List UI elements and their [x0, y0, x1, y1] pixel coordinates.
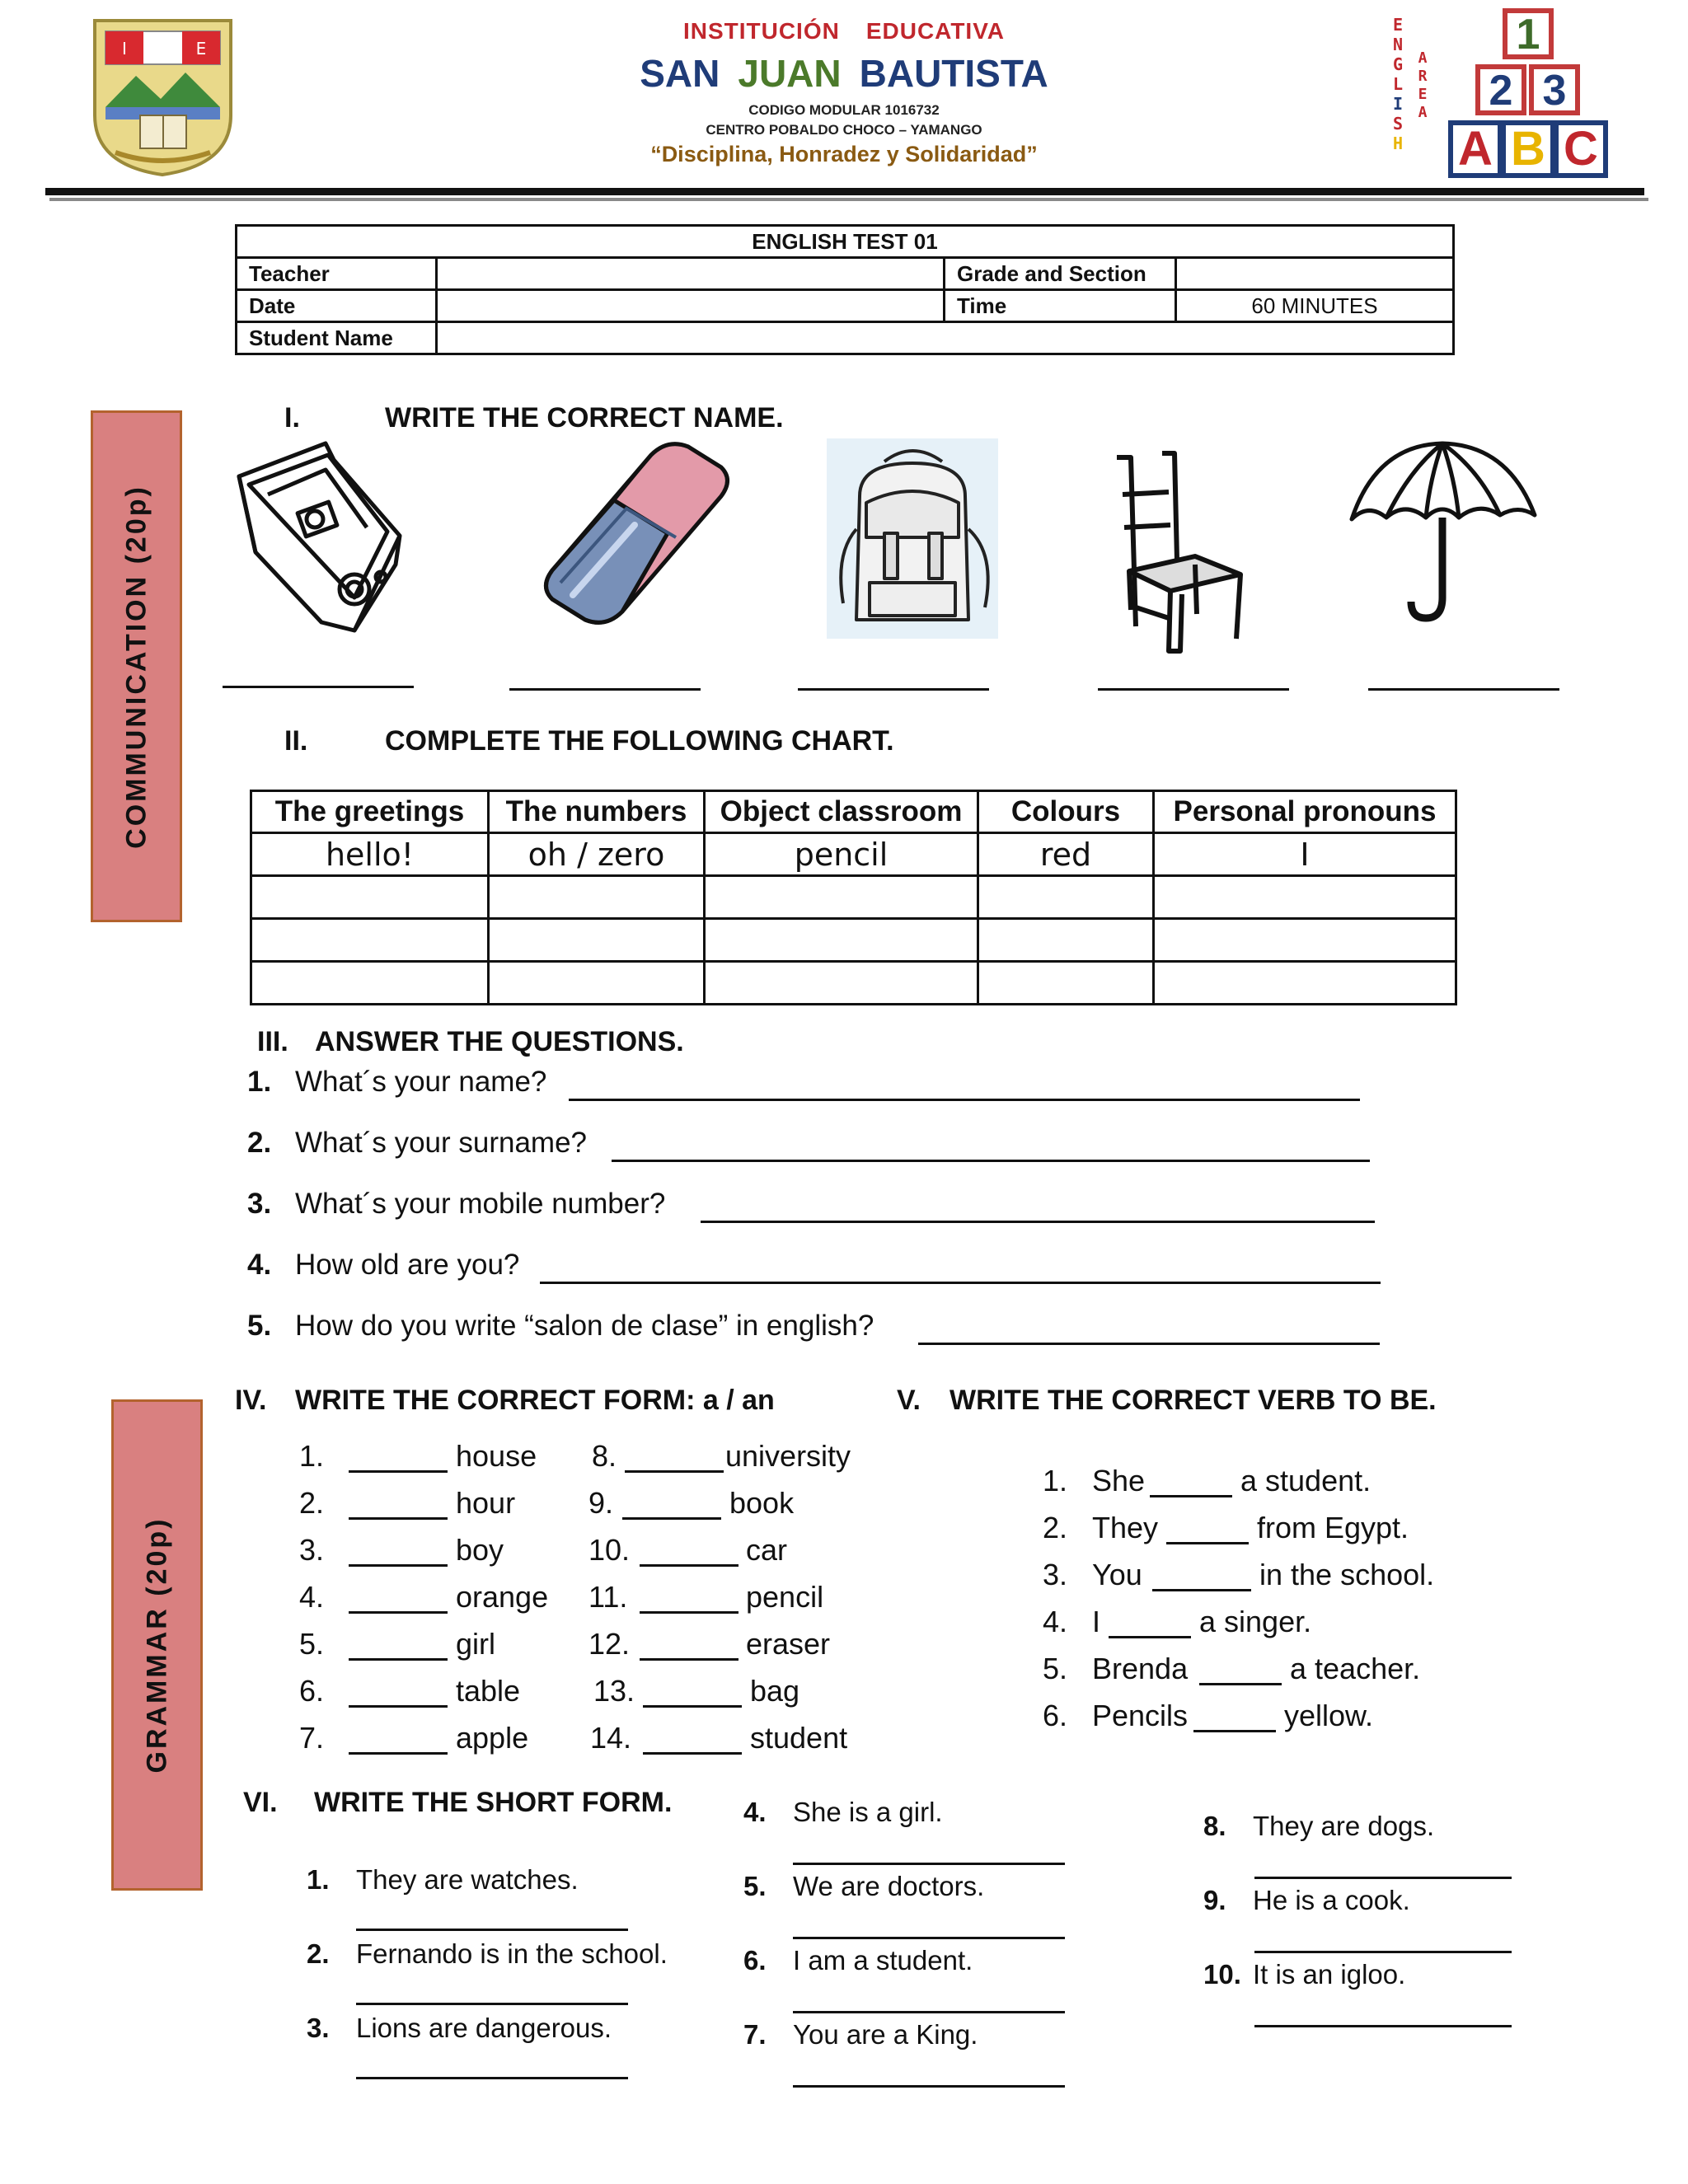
section-6-title — [243, 1787, 672, 1819]
english-letter: E — [1392, 15, 1404, 35]
item-number: 1. — [1043, 1464, 1068, 1497]
section-1-number: I. — [284, 402, 300, 434]
answer-line[interactable] — [1254, 1951, 1512, 1953]
chart-cell[interactable] — [489, 876, 705, 919]
english-letter: S — [1392, 114, 1404, 134]
article-word: table — [456, 1674, 521, 1708]
answer-line[interactable] — [793, 2011, 1065, 2013]
verb-subject: She — [1092, 1464, 1146, 1497]
item-number: 6. — [1043, 1699, 1068, 1732]
institution-label: INSTITUCIÓN EDUCATIVA — [682, 18, 1006, 44]
answer-line[interactable] — [1150, 1495, 1232, 1497]
question-number: 2. — [247, 1127, 272, 1159]
short-form-item — [1203, 1959, 1405, 1990]
answer-line[interactable] — [1098, 688, 1289, 691]
answer-line[interactable] — [1254, 1877, 1512, 1879]
item-text: They are watches. — [356, 1864, 579, 1895]
item-number: 10. — [588, 1533, 631, 1567]
article-word: car — [746, 1533, 788, 1567]
answer-line[interactable] — [349, 1564, 448, 1567]
article-word: university — [725, 1439, 851, 1473]
umbrella-icon — [1343, 437, 1541, 626]
vocabulary-chart — [250, 790, 1457, 1005]
item-number: 13. — [593, 1674, 635, 1708]
eraser-icon — [536, 438, 734, 632]
answer-line[interactable] — [356, 1929, 628, 1931]
answer-line[interactable] — [1368, 688, 1559, 691]
section-5-heading: WRITE THE CORRECT VERB TO BE. — [950, 1385, 1437, 1416]
school-place: CENTRO POBALDO CHOCO – YAMANGO — [706, 122, 982, 138]
abc-blocks-logo — [1447, 7, 1611, 184]
item-text: Fernando is in the school. — [356, 1938, 668, 1969]
verb-subject: I — [1092, 1605, 1101, 1638]
chart-cell[interactable] — [1154, 962, 1456, 1005]
chart-cell[interactable] — [251, 876, 489, 919]
item-number: 4. — [1043, 1605, 1068, 1638]
chart-cell[interactable] — [251, 962, 489, 1005]
answer-line[interactable] — [625, 1470, 724, 1473]
answer-line[interactable] — [640, 1611, 738, 1614]
item-number: 9. — [588, 1486, 614, 1520]
grammar-side-label: GRAMMAR (20p) — [111, 1399, 203, 1891]
answer-line[interactable] — [349, 1517, 448, 1520]
item-number: 1. — [299, 1439, 325, 1473]
verb-rest: a teacher. — [1290, 1652, 1421, 1685]
answer-line[interactable] — [1109, 1636, 1191, 1638]
item-text: I am a student. — [793, 1945, 973, 1975]
chart-header: Object classroom — [705, 791, 978, 833]
article-word: pencil — [746, 1580, 824, 1614]
answer-line[interactable] — [612, 1160, 1370, 1162]
verb-item — [1043, 1464, 1067, 1498]
verb-rest: in the school. — [1259, 1558, 1435, 1591]
chart-example-cell: I — [1154, 833, 1456, 876]
question-item — [247, 1066, 546, 1099]
question-item — [247, 1188, 665, 1221]
article-item — [592, 1439, 617, 1474]
item-number: 7. — [743, 2019, 767, 2050]
section-5-title — [897, 1385, 1437, 1417]
sharpener-icon — [231, 437, 408, 635]
teacher-label: Teacher — [237, 258, 437, 290]
chart-example-cell: hello! — [251, 833, 489, 876]
time-value: 60 MINUTES — [1176, 290, 1454, 322]
verb-subject: They — [1092, 1511, 1159, 1544]
question-item — [247, 1127, 587, 1160]
answer-line[interactable] — [223, 686, 414, 688]
chart-cell[interactable] — [489, 919, 705, 962]
question-number: 5. — [247, 1310, 272, 1342]
svg-text:E: E — [195, 39, 207, 59]
modular-code: CODIGO MODULAR 1016732 — [748, 102, 940, 118]
chart-cell[interactable] — [978, 876, 1154, 919]
header-divider — [45, 188, 1644, 195]
answer-line[interactable] — [640, 1658, 738, 1661]
chart-cell[interactable] — [705, 962, 978, 1005]
answer-line[interactable] — [1152, 1589, 1251, 1591]
answer-line[interactable] — [356, 2077, 628, 2079]
chart-cell[interactable] — [705, 919, 978, 962]
item-text: Lions are dangerous. — [356, 2013, 612, 2043]
answer-line[interactable] — [356, 2003, 628, 2005]
backpack-icon — [827, 438, 998, 639]
question-text: What´s your name? — [295, 1066, 547, 1098]
chart-cell[interactable] — [251, 919, 489, 962]
item-number: 14. — [590, 1721, 632, 1755]
verb-rest: a student. — [1240, 1464, 1372, 1497]
article-item — [299, 1721, 324, 1755]
answer-line[interactable] — [643, 1705, 742, 1708]
answer-line[interactable] — [349, 1611, 448, 1614]
chart-example-cell: oh / zero — [489, 833, 705, 876]
verb-item — [1043, 1605, 1067, 1639]
chart-header: Personal pronouns — [1154, 791, 1456, 833]
article-word: orange — [456, 1580, 549, 1614]
chart-cell[interactable] — [489, 962, 705, 1005]
article-word: bag — [750, 1674, 800, 1708]
communication-side-label: COMMUNICATION (20p) — [91, 410, 182, 922]
question-item — [247, 1249, 519, 1282]
verb-subject: Brenda — [1092, 1652, 1189, 1685]
english-letter: I — [1392, 94, 1404, 114]
chart-example-cell: red — [978, 833, 1154, 876]
item-number: 3. — [299, 1533, 325, 1567]
article-item — [299, 1533, 324, 1568]
item-number: 3. — [1043, 1558, 1068, 1591]
article-word: eraser — [746, 1627, 831, 1661]
section-4-number: IV. — [235, 1385, 267, 1416]
item-number: 9. — [1203, 1885, 1226, 1915]
header-divider-shadow — [49, 198, 1648, 201]
english-letter: N — [1392, 35, 1404, 54]
school-motto: “Disciplina, Honradez y Solidaridad” — [650, 142, 1038, 166]
chair-icon — [1104, 449, 1253, 655]
question-text: How do you write “salon de clase” in english? — [295, 1310, 874, 1342]
grade-section-label: Grade and Section — [945, 258, 1176, 290]
time-label: Time — [945, 290, 1176, 322]
section-2-heading: COMPLETE THE FOLLOWING CHART. — [385, 725, 894, 757]
item-number: 6. — [299, 1674, 325, 1708]
article-word: book — [729, 1486, 795, 1520]
answer-line[interactable] — [1166, 1542, 1249, 1544]
area-letter: A — [1418, 49, 1428, 67]
short-form-item — [307, 2013, 612, 2044]
verb-item — [1043, 1511, 1067, 1545]
chart-header: The greetings — [251, 791, 489, 833]
item-number: 5. — [1043, 1652, 1068, 1685]
item-number: 12. — [588, 1627, 631, 1661]
section-4-title — [235, 1385, 775, 1417]
answer-line[interactable] — [349, 1752, 448, 1755]
chart-cell[interactable] — [705, 876, 978, 919]
item-number: 2. — [307, 1938, 330, 1969]
chart-header: The numbers — [489, 791, 705, 833]
grade-section-field[interactable] — [1176, 258, 1454, 290]
answer-line[interactable] — [1254, 2025, 1512, 2027]
question-text: What´s your surname? — [295, 1127, 588, 1159]
verb-subject: Pencils — [1092, 1699, 1189, 1732]
short-form-item — [743, 1871, 984, 1902]
item-text: We are doctors. — [793, 1871, 985, 1901]
item-number: 4. — [299, 1580, 325, 1614]
block-3: 3 — [1529, 64, 1580, 115]
item-text: You are a King. — [793, 2019, 978, 2050]
verb-rest: yellow. — [1284, 1699, 1374, 1732]
answer-line[interactable] — [509, 688, 701, 691]
chart-example-cell: pencil — [705, 833, 978, 876]
test-title: ENGLISH TEST 01 — [237, 226, 1454, 258]
item-number: 8. — [1203, 1811, 1226, 1841]
answer-line[interactable] — [349, 1470, 448, 1473]
item-number: 8. — [592, 1439, 617, 1473]
article-item — [588, 1533, 630, 1568]
item-number: 2. — [299, 1486, 325, 1520]
question-item — [247, 1310, 874, 1343]
answer-line[interactable] — [622, 1517, 721, 1520]
verb-subject: You — [1092, 1558, 1142, 1591]
teacher-field[interactable] — [437, 258, 945, 290]
article-word: girl — [456, 1627, 496, 1661]
item-number: 3. — [307, 2013, 330, 2043]
item-number: 11. — [588, 1580, 628, 1614]
english-letter: G — [1392, 54, 1404, 74]
answer-line[interactable] — [701, 1221, 1375, 1223]
answer-line[interactable] — [1199, 1683, 1282, 1685]
answer-line[interactable] — [643, 1752, 742, 1755]
answer-line[interactable] — [540, 1282, 1381, 1284]
article-item — [299, 1580, 324, 1615]
question-number: 1. — [247, 1066, 272, 1098]
article-word: boy — [456, 1533, 504, 1567]
article-item — [299, 1627, 324, 1661]
section-6-number: VI. — [243, 1787, 278, 1818]
student-name-field[interactable] — [437, 322, 1454, 354]
question-number: 4. — [247, 1249, 272, 1281]
item-text: They are dogs. — [1253, 1811, 1435, 1841]
section-1-heading: WRITE THE CORRECT NAME. — [385, 402, 784, 434]
section-6-heading: WRITE THE SHORT FORM. — [314, 1787, 673, 1818]
article-word: student — [750, 1721, 848, 1755]
answer-line[interactable] — [349, 1658, 448, 1661]
article-item — [588, 1627, 630, 1661]
english-vertical-label — [1388, 15, 1408, 153]
verb-item — [1043, 1699, 1067, 1733]
question-text: How old are you? — [295, 1249, 520, 1281]
verb-item — [1043, 1558, 1067, 1592]
area-vertical-label — [1413, 49, 1432, 122]
section-3-heading: ANSWER THE QUESTIONS. — [315, 1026, 684, 1057]
answer-line[interactable] — [793, 1863, 1065, 1865]
chart-cell[interactable] — [978, 962, 1154, 1005]
article-item — [299, 1674, 324, 1708]
answer-line[interactable] — [793, 1937, 1065, 1939]
block-a: A — [1448, 120, 1503, 178]
school-name: SAN JUAN BAUTISTA — [640, 52, 1048, 95]
answer-line[interactable] — [798, 688, 989, 691]
article-word: house — [456, 1439, 537, 1473]
short-form-item — [1203, 1811, 1434, 1842]
answer-line[interactable] — [349, 1705, 448, 1708]
article-item — [590, 1721, 631, 1755]
section-5-number: V. — [897, 1385, 921, 1416]
item-number: 10. — [1203, 1959, 1241, 1990]
verb-rest: from Egypt. — [1257, 1511, 1409, 1544]
chart-cell[interactable] — [978, 919, 1154, 962]
block-1: 1 — [1503, 8, 1554, 59]
item-number: 4. — [743, 1797, 767, 1827]
date-field[interactable] — [437, 290, 945, 322]
item-number: 5. — [743, 1871, 767, 1901]
short-form-item — [743, 1945, 973, 1976]
section-4-heading: WRITE THE CORRECT FORM: a / an — [295, 1385, 775, 1416]
section-2-title — [284, 725, 894, 757]
short-form-item — [1203, 1885, 1410, 1916]
block-c: C — [1554, 120, 1608, 178]
answer-line[interactable] — [918, 1343, 1380, 1345]
english-letter: H — [1392, 134, 1404, 153]
article-item — [299, 1486, 324, 1521]
short-form-item — [743, 1797, 943, 1828]
date-label: Date — [237, 290, 437, 322]
area-letter: E — [1418, 86, 1428, 103]
section-1-title — [284, 402, 784, 434]
section-2-number: II. — [284, 725, 308, 757]
article-item — [588, 1580, 627, 1615]
verb-item — [1043, 1652, 1067, 1686]
chart-cell[interactable] — [1154, 919, 1456, 962]
block-b: B — [1501, 120, 1555, 178]
article-item — [588, 1486, 613, 1521]
article-item — [299, 1439, 324, 1474]
section-3-number: III. — [257, 1026, 288, 1057]
article-word: apple — [456, 1721, 529, 1755]
question-text: What´s your mobile number? — [295, 1188, 666, 1220]
item-text: It is an igloo. — [1253, 1959, 1406, 1990]
short-form-item — [743, 2019, 978, 2050]
short-form-item — [307, 1938, 668, 1970]
article-word: hour — [456, 1486, 516, 1520]
item-number: 5. — [299, 1627, 325, 1661]
item-number: 6. — [743, 1945, 767, 1975]
block-2: 2 — [1475, 64, 1526, 115]
item-text: She is a girl. — [793, 1797, 943, 1827]
article-item — [593, 1674, 635, 1708]
english-letter: L — [1392, 74, 1404, 94]
answer-line[interactable] — [1193, 1730, 1276, 1732]
item-number: 2. — [1043, 1511, 1068, 1544]
question-number: 3. — [247, 1188, 272, 1220]
chart-cell[interactable] — [1154, 876, 1456, 919]
item-text: He is a cook. — [1253, 1885, 1410, 1915]
item-number: 1. — [307, 1864, 330, 1895]
test-info-table — [235, 224, 1455, 355]
short-form-item — [307, 1864, 579, 1896]
section-3-title — [257, 1026, 684, 1058]
answer-line[interactable] — [640, 1564, 738, 1567]
area-letter: R — [1418, 68, 1428, 85]
student-name-label: Student Name — [237, 322, 437, 354]
area-letter: A — [1418, 104, 1428, 121]
svg-text:I: I — [122, 39, 127, 59]
answer-line[interactable] — [569, 1099, 1360, 1101]
verb-rest: a singer. — [1199, 1605, 1312, 1638]
item-number: 7. — [299, 1721, 325, 1755]
answer-line[interactable] — [793, 2085, 1065, 2088]
chart-header: Colours — [978, 791, 1154, 833]
